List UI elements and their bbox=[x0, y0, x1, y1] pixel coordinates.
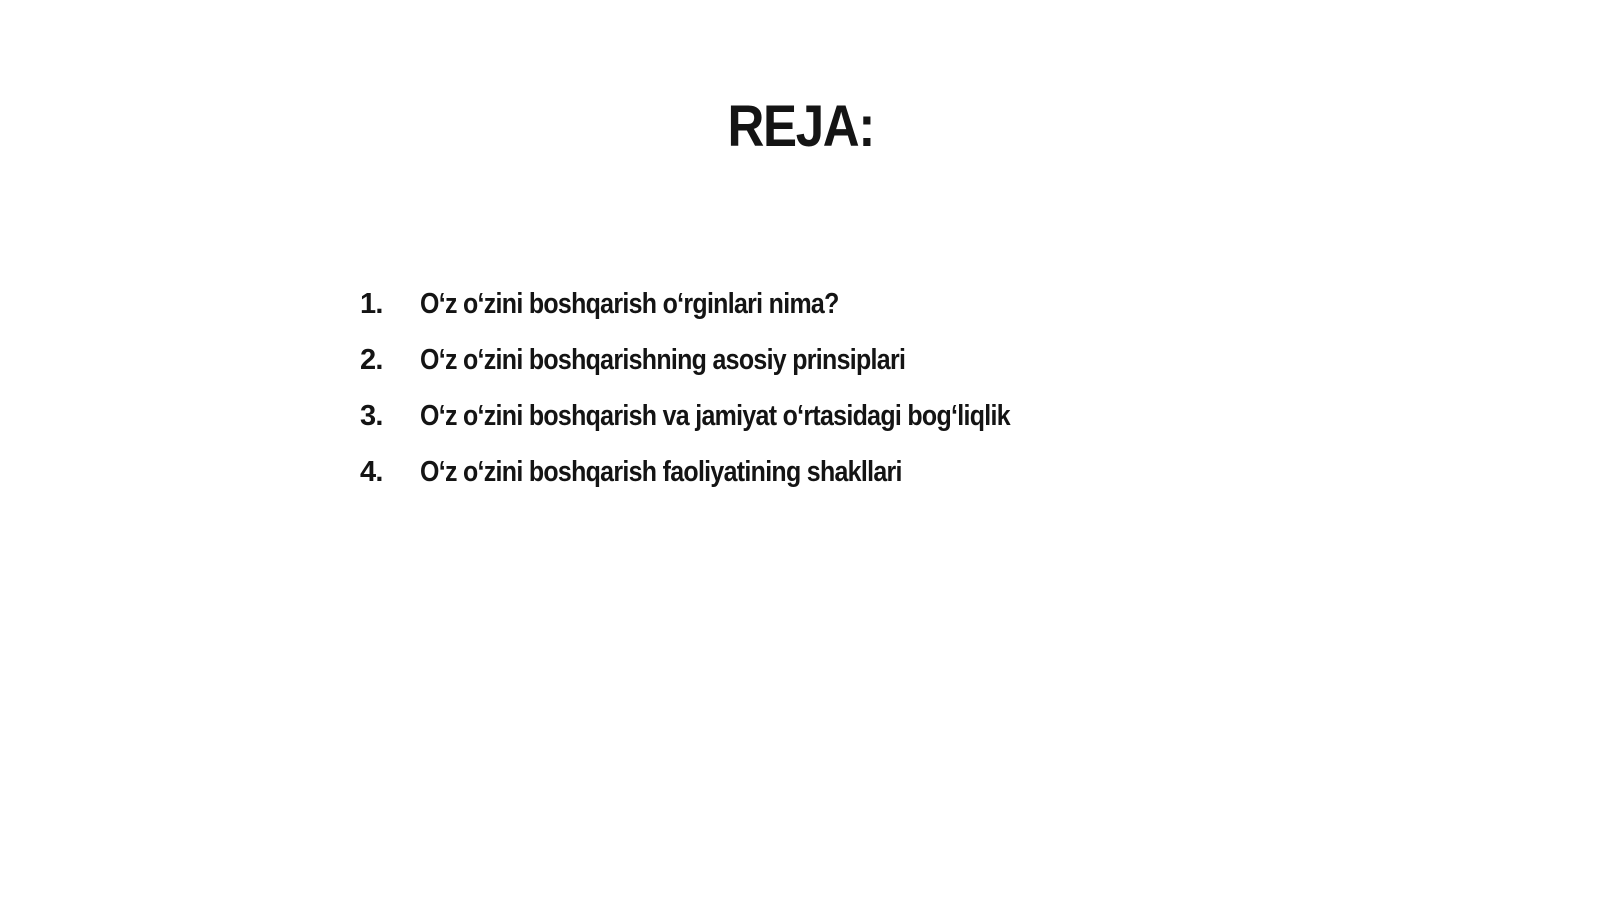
plan-item-text: O‘z o‘zini boshqarishning asosiy prinsiplari bbox=[420, 344, 906, 376]
plan-item-text: O‘z o‘zini boshqarish va jamiyat o‘rtasidagi bog‘liqlik bbox=[420, 400, 1010, 432]
plan-item-number: 1. bbox=[360, 288, 383, 320]
plan-item-text: O‘z o‘zini boshqarish o‘rginlari nima? bbox=[420, 288, 839, 320]
plan-item-3 bbox=[360, 400, 1106, 456]
plan-item-number: 3. bbox=[360, 400, 383, 432]
plan-item-number: 2. bbox=[360, 344, 383, 376]
plan-item-text: O‘z o‘zini boshqarish faoliyatining shakllari bbox=[420, 456, 902, 488]
plan-list bbox=[360, 288, 1106, 512]
slide-title: REJA: bbox=[727, 94, 874, 159]
plan-item-1 bbox=[360, 288, 1106, 344]
plan-item-2 bbox=[360, 344, 1106, 400]
plan-item-4 bbox=[360, 456, 1106, 512]
plan-item-number: 4. bbox=[360, 456, 383, 488]
